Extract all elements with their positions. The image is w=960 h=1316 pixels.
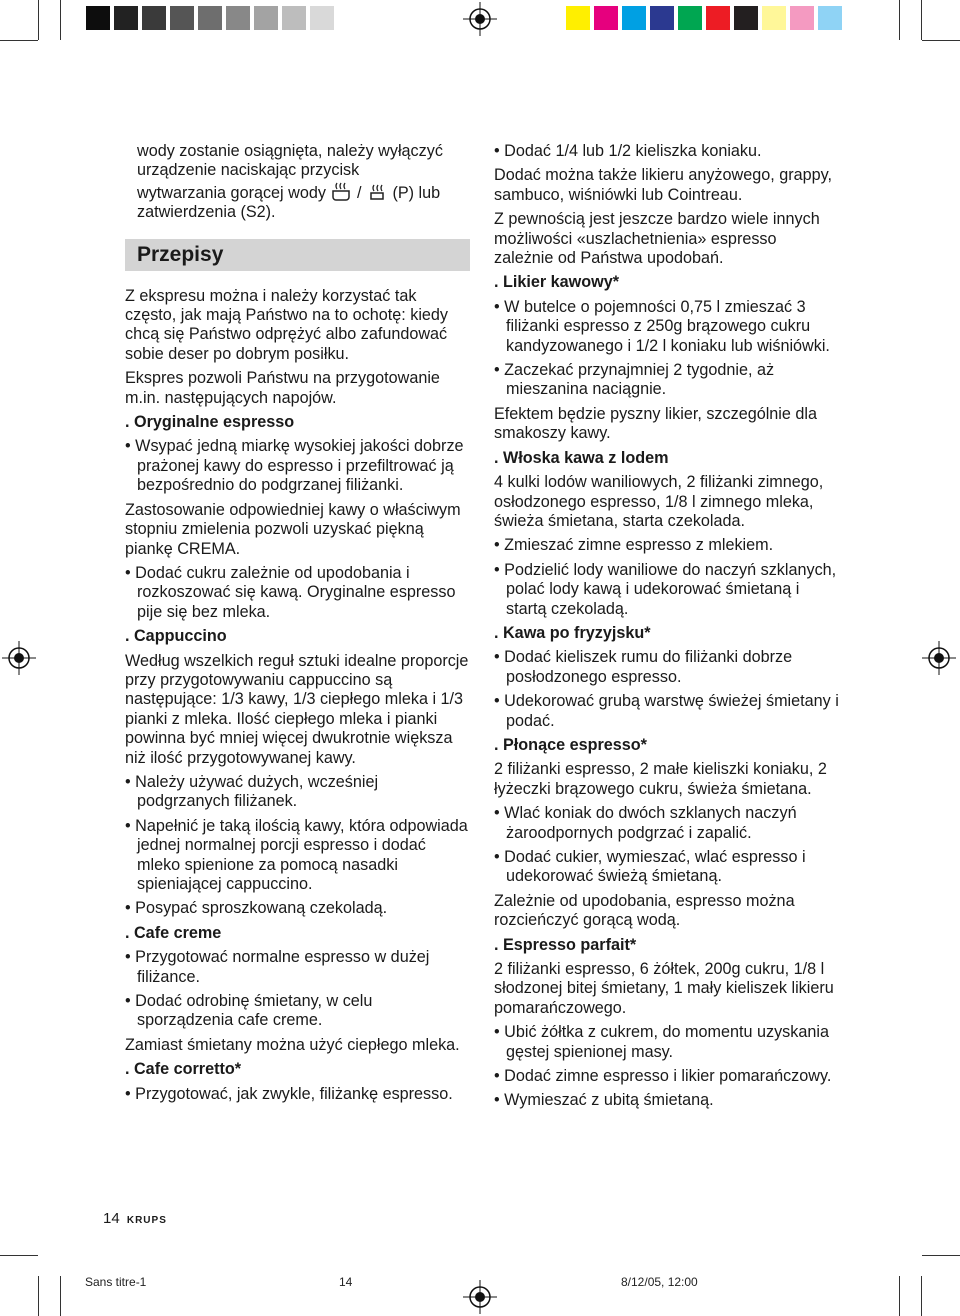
color-swatch <box>254 6 278 30</box>
recipe-heading: . Cappuccino <box>125 627 227 646</box>
crop-mark <box>60 0 61 40</box>
bullet-item: • Przygotować normalne espresso w dużej filiżance. <box>125 948 470 987</box>
bullet-item: • Zmieszać zimne espresso z mlekiem. <box>494 536 839 555</box>
section-banner: Przepisy <box>125 239 470 271</box>
footer-date: 8/12/05, 12:00 <box>621 1275 698 1289</box>
bullet-item: • Dodać cukru zależnie od upodobania i rozkoszować się kawą. Oryginalne espresso pije się bez mleka. <box>125 564 470 622</box>
paragraph: 4 kulki lodów waniliowych, 2 filiżanki zimnego, osłodzonego espresso, 1/8 l zimnego mleka, świeża śmietana, starta czekolada. <box>494 473 824 530</box>
color-swatch <box>86 6 110 30</box>
bullet-item: • Dodać cukier, wymieszać, wlać espresso i udekorować świeżą śmietaną. <box>494 848 839 887</box>
bullet-item: • Udekorować grubą warstwę świeżej śmietany i podać. <box>494 692 839 731</box>
bullet-item: • Dodać kieliszek rumu do filiżanki dobrze posłodzonego espresso. <box>494 648 839 687</box>
color-swatch <box>818 6 842 30</box>
color-swatch <box>142 6 166 30</box>
paragraph: Zależnie od upodobania, espresso można rozcieńczyć gorącą wodą. <box>494 891 795 930</box>
color-swatch <box>198 6 222 30</box>
intro-paragraph <box>125 142 470 223</box>
color-swatch <box>226 6 250 30</box>
color-swatch <box>650 6 674 30</box>
bullet-item: • Wymieszać z ubitą śmietaną. <box>494 1091 839 1110</box>
right-column <box>494 142 839 1116</box>
footer-filename: Sans titre-1 <box>85 1275 147 1289</box>
crop-mark <box>38 0 39 40</box>
recipe-heading: . Likier kawowy* <box>494 273 620 292</box>
crop-mark <box>899 1276 900 1316</box>
crop-mark <box>922 40 960 41</box>
registration-mark-icon <box>463 1280 497 1314</box>
bullet-item: • Dodać odrobinę śmietany, w celu sporządzenia cafe creme. <box>125 992 470 1031</box>
bullet-item: • Wlać koniak do dwóch szklanych naczyń żaroodpornych podgrzać i zapalić. <box>494 804 839 843</box>
crop-mark <box>0 40 38 41</box>
page-number-block <box>103 1210 167 1227</box>
bullet-item: • Posypać sproszkowaną czekoladą. <box>125 899 470 918</box>
color-swatch <box>594 6 618 30</box>
intro-line: wody zostanie osiągnięta, należy wyłączyć <box>137 142 443 160</box>
bullet-item: • Dodać zimne espresso i likier pomarańczowy. <box>494 1067 839 1086</box>
recipe-heading: . Kawa po fryzyjsku* <box>494 623 651 642</box>
crop-mark <box>921 1276 922 1316</box>
color-swatch <box>114 6 138 30</box>
color-swatch <box>706 6 730 30</box>
paragraph: 2 filiżanki espresso, 6 żółtek, 200g cukru, 1/8 l słodzonej bitej śmietany, 1 mały kieliszek likieru pomarańczowego. <box>494 960 834 1017</box>
paragraph: 2 filiżanki espresso, 2 małe kieliszki koniaku, 2 łyżeczki brązowego cukru, świeża śmietana. <box>494 760 827 798</box>
recipe-heading: . Płonące espresso* <box>494 735 647 754</box>
registration-mark-icon <box>463 2 497 36</box>
hot-water-icon <box>330 181 352 201</box>
color-swatch <box>310 6 334 30</box>
paragraph: Z ekspresu można i należy korzystać tak często, jak mają Państwo na to ochotę: kiedy chcą się Państwo odprężyć albo zafundować sobie deser po dobrym posiłku. <box>125 286 449 363</box>
bullet-item: • Podzielić lody waniliowe do naczyń szklanych, polać lody kawą i udekorować śmietaną i startą czekoladą. <box>494 561 839 619</box>
recipe-heading: . Espresso parfait* <box>494 935 637 954</box>
paragraph: Dodać można także likieru anyżowego, grappy, sambuco, wiśniówki lub Cointreau. <box>494 166 833 204</box>
paragraph: Zastosowanie odpowiedniej kawy o właściwym stopniu zmielenia pozwoli uzyskać piękną piankę CREMA. <box>125 500 461 558</box>
left-column <box>125 142 470 1109</box>
paragraph: Według wszelkich reguł sztuki idealne proporcje przy przygotowywaniu cappuccino są następujące: 1/3 kawy, 1/3 ciepłego mleka i 1/3 pianki z mleka. Ilość ciepłego mleka i pianki powinna być mniej więcej dwukrotnie większa niż ilość przygotowywanej kawy. <box>125 651 469 767</box>
color-swatch <box>762 6 786 30</box>
paragraph: Ekspres pozwoli Państwu na przygotowanie m.in. następujących napojów. <box>125 369 440 407</box>
crop-mark <box>60 1276 61 1316</box>
crop-mark <box>921 0 922 40</box>
bullet-item: • W butelce o pojemności 0,75 l zmieszać 3 filiżanki espresso z 250g brązowego cukru kandyzowanego i 1/2 l koniaku lub wiśniówki. <box>494 298 839 356</box>
brand-logo: KRUPS <box>126 1215 167 1226</box>
color-swatch <box>566 6 590 30</box>
recipe-heading: . Włoska kawa z lodem <box>494 448 669 467</box>
crop-mark <box>899 0 900 40</box>
color-swatch <box>170 6 194 30</box>
recipe-heading: . Cafe corretto* <box>125 1060 242 1079</box>
bullet-item: • Napełnić je taką ilością kawy, która odpowiada jednej normalnej porcji espresso i dodać mleko spienione za pomocą nasadki spieniającej cappuccino. <box>125 817 470 895</box>
recipe-heading: . Oryginalne espresso <box>125 413 295 432</box>
bullet-item: • Ubić żółtka z cukrem, do momentu uzyskania gęstej spienionej masy. <box>494 1023 839 1062</box>
intro-line: wytwarzania gorącej wody / (P) lub <box>137 181 470 203</box>
bullet-item: • Zaczekać przynajmniej 2 tygodnie, aż mieszanina naciągnie. <box>494 361 839 400</box>
bullet-item: • Należy używać dużych, wcześniej podgrzanych filiżanek. <box>125 773 470 812</box>
bullet-item: • Wsypać jedną miarkę wysokiej jakości dobrze prażonej kawy do espresso i przefiltrować ją bezpośrednio do podgrzanej filiżanki. <box>125 437 470 495</box>
paragraph: Zamiast śmietany można użyć ciepłego mleka. <box>125 1035 460 1054</box>
registration-mark-icon <box>2 641 36 675</box>
recipe-heading: . Cafe creme <box>125 923 222 942</box>
bullet-item: • Przygotować, jak zwykle, filiżankę espresso. <box>125 1085 470 1104</box>
color-swatch <box>678 6 702 30</box>
paragraph: Z pewnością jest jeszcze bardzo wiele innych możliwości «uszlachetnienia» espresso zależnie od Państwa upodobań. <box>494 210 820 268</box>
crop-mark <box>38 1276 39 1316</box>
crop-mark <box>0 1255 38 1256</box>
crop-mark <box>922 1255 960 1256</box>
steam-icon <box>366 181 388 201</box>
color-swatch <box>622 6 646 30</box>
paragraph: Efektem będzie pyszny likier, szczególnie dla smakoszy kawy. <box>494 404 818 443</box>
intro-line: urządzenie naciskając przycisk <box>137 161 360 180</box>
color-swatch <box>282 6 306 30</box>
intro-line: zatwierdzenia (S2). <box>137 203 276 222</box>
color-swatch <box>790 6 814 30</box>
footer-page: 14 <box>339 1275 353 1289</box>
registration-mark-icon <box>922 641 956 675</box>
bullet-item: • Dodać 1/4 lub 1/2 kieliszka koniaku. <box>494 142 839 161</box>
color-swatch <box>734 6 758 30</box>
page-number: 14 <box>103 1210 120 1227</box>
